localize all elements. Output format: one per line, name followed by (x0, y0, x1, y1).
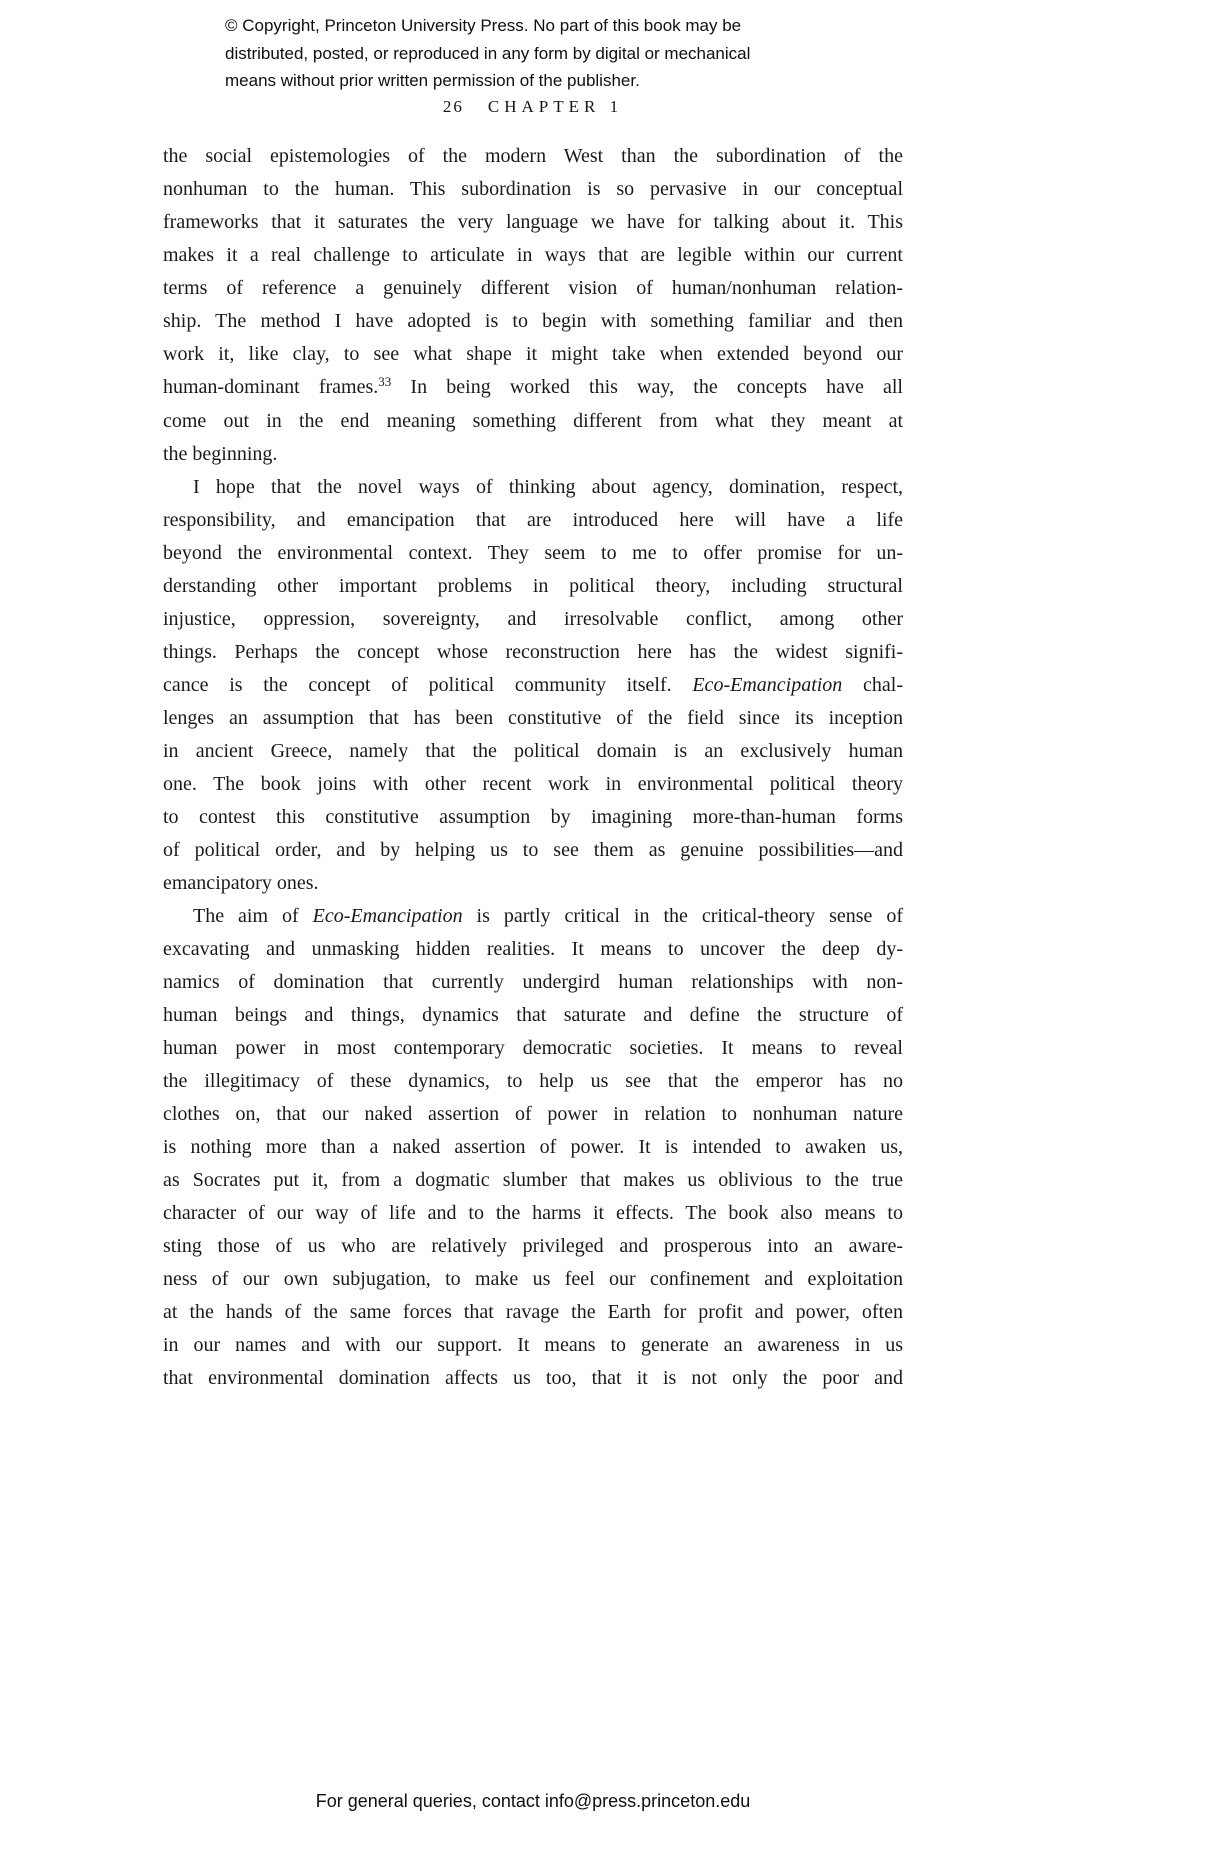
text-line: in our names and with our support. It means to generate an awareness in us (163, 1334, 903, 1356)
text-line: cance is the concept of political community itself. Eco-Emancipation chal- (163, 674, 903, 696)
text-line: makes it a real challenge to articulate in ways that are legible within our current (163, 244, 903, 266)
text-line: human beings and things, dynamics that saturate and define the structure of (163, 1004, 903, 1026)
text-line: terms of reference a genuinely different vision of human/nonhuman relation- (163, 277, 903, 299)
text-line: that environmental domination affects us too, that it is not only the poor and (163, 1367, 903, 1389)
text-line: responsibility, and emancipation that are introduced here will have a life (163, 509, 903, 531)
text-line: The aim of Eco-Emancipation is partly critical in the critical-theory sense of (193, 905, 904, 927)
copyright-line: distributed, posted, or reproduced in any form by digital or mechanical (225, 43, 751, 63)
paragraph (163, 140, 903, 471)
text-line: injustice, oppression, sovereignty, and irresolvable conflict, among other (163, 608, 903, 630)
paragraph (163, 471, 903, 900)
text-line: is nothing more than a naked assertion of power. It is intended to awaken us, (163, 1136, 903, 1158)
text-line: derstanding other important problems in political theory, including structural (163, 575, 903, 597)
text-line: in ancient Greece, namely that the political domain is an exclusively human (163, 740, 903, 762)
copyright-notice (225, 12, 750, 95)
text-line: nonhuman to the human. This subordination is so pervasive in our conceptual (163, 178, 903, 200)
body-text (163, 140, 903, 1395)
copyright-line: © Copyright, Princeton University Press. No part of this book may be (225, 16, 742, 35)
italic-text: Eco-Emancipation (692, 674, 843, 696)
italic-text: Eco-Emancipation (312, 905, 463, 927)
copyright-line: means without prior written permission of the publisher. (225, 71, 640, 90)
chapter-title: CHAPTER 1 (487, 97, 624, 116)
text-line: the illegitimacy of these dynamics, to help us see that the emperor has no (163, 1070, 903, 1092)
text-line: to contest this constitutive assumption by imagining more-than-human forms (163, 806, 903, 828)
text-line: emancipatory ones. (163, 872, 319, 894)
text-line: the social epistemologies of the modern West than the subordination of the (163, 145, 903, 167)
text-line: one. The book joins with other recent work in environmental political theory (163, 773, 903, 795)
text-line: ship. The method I have adopted is to begin with something familiar and then (163, 310, 903, 332)
text-line: the beginning. (163, 443, 278, 465)
paragraph (163, 900, 903, 1395)
text-line: human power in most contemporary democratic societies. It means to reveal (163, 1037, 903, 1059)
text-line: work it, like clay, to see what shape it might take when extended beyond our (163, 343, 903, 365)
text-line: beyond the environmental context. They seem to me to offer promise for un- (163, 542, 903, 564)
text-line: at the hands of the same forces that ravage the Earth for profit and power, often (163, 1301, 903, 1323)
footnote-marker: 33 (378, 374, 392, 389)
text-line: ness of our own subjugation, to make us feel our confinement and exploitation (163, 1268, 903, 1290)
text-line: I hope that the novel ways of thinking about agency, domination, respect, (193, 476, 903, 498)
text-line: as Socrates put it, from a dogmatic slumber that makes us oblivious to the true (163, 1169, 903, 1191)
page-number: 26 (442, 97, 464, 116)
text-line: character of our way of life and to the harms it effects. The book also means to (163, 1202, 903, 1224)
text-line: lenges an assumption that has been constitutive of the field since its inception (163, 707, 903, 729)
text-line: come out in the end meaning something different from what they meant at (163, 410, 903, 432)
text-line: frameworks that it saturates the very language we have for talking about it. This (163, 211, 903, 233)
text-line: of political order, and by helping us to see them as genuine possibilities—and (163, 839, 903, 861)
text-line: excavating and unmasking hidden realities. It means to uncover the deep dy- (163, 938, 903, 960)
text-line: things. Perhaps the concept whose reconstruction here has the widest signifi- (163, 641, 903, 663)
footer-contact: For general queries, contact info@press.princeton.edu (315, 1791, 751, 1811)
text-line: sting those of us who are relatively privileged and prosperous into an aware- (163, 1235, 903, 1257)
text-line: namics of domination that currently undergird human relationships with non- (163, 971, 903, 993)
text-line: human-dominant frames.$^{33}$ In being worked this way, the concepts have all (163, 374, 903, 398)
text-line: clothes on, that our naked assertion of power in relation to nonhuman nature (163, 1103, 903, 1125)
page-header (163, 97, 903, 117)
